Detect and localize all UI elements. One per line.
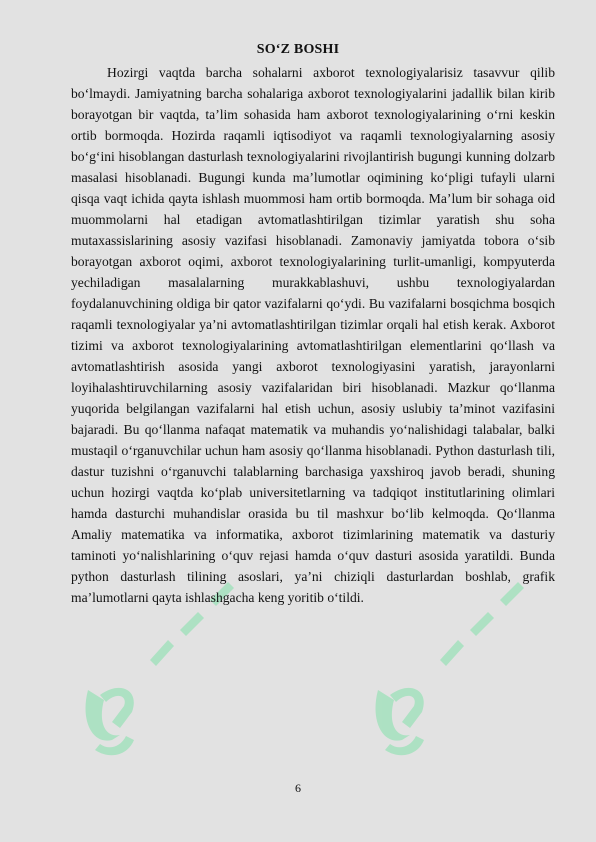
page-number: 6 xyxy=(295,781,301,795)
body-paragraph: Hozirgi vaqtda barcha sohalarni axborot texnologiyalarisiz tasavvur qilib bo‘lmaydi. Jamiyatning barcha sohalariga axborot texnologiyalarini jadallik bilan kirib borayotgan bir vaqtda, ta’lim sohasida ham axborot texnologiyalarining o‘rni keskin ortib bormoqda. Hozirda raqamli iqtisodiyot va raqamli texnologiyalarning asosiy bo‘g‘ini hisoblangan dasturlash texnologiyalarini rivojlantirish bugungi kunning dolzarb masalasi hisoblanadi. Bugungi kunda ma’lumotlar oqimining ko‘pligi tufayli ularni qisqa vaqt ichida qayta ishlash muommosi ham ortib bormoqda. Ma’lum bir sohaga oid muommolarni hal etadigan avtomatlashtirilgan tizimlar yaratish shu soha mutaxassislarining asosiy vazifasi hisoblanadi. Zamonaviy jamiyatda tobora o‘sib borayotgan axborot oqimi, axborot texnologiyalarining turlit-umanligi, kompyuterda yechiladigan masalalarning murakkablashuvi, ushbu texnologiyalardan foydalanuvchining oldiga bir qator vazifalarni qo‘ydi. Bu vazifalarni bosqichma bosqich raqamli texnologiyalar ya’ni avtomatlashtirilgan tizimlar orqali hal etish kerak. Axborot tizimi va axborot texnologiyalarining avtomatlashtirilgan elementlarini qo‘llash va avtomatlashtirish asosida yangi axborot texnologiyasini yaratish, jarayonlarni loyihalashtiruvchilarning asosiy vazifalaridan biri hisoblanadi. Mazkur qo‘llanma yuqorida belgilangan vazifalarni hal etish uchun, asosiy uslubiy ta’minot vazifasini bajaradi. Bu qo‘llanma nafaqat matematik va muhandis yo‘nalishidagi talabalar, balki mustaqil o‘rganuvchilar uchun ham asosiy qo‘llanma hisoblanadi. Python dasturlash tili, dastur tuzishni o‘rganuvchi talablarning barchasiga yaxshiroq javob beradi, shuning uchun hozirgi vaqtda ko‘plab universitetlarning va tadqiqot institutlarining olimlari hamda dasturchi muhandislar orasida bu til mashxur bo‘lib kelmoqda. Qo‘llanma Amaliy matematika va informatika, axborot tizimlarining matematik va dasturiy taminoti yo‘nalishlarining o‘quv rejasi hamda o‘quv dasturi asosida yaratildi. Bunda python dasturlash tilining asoslari, ya’ni chiziqli dasturlardan boshlab, grafik ma’lumotlarni qayta ishlashgacha keng yoritib o‘tildi. xyxy=(71,65,555,605)
page-title: SO‘Z BOSHI xyxy=(256,42,340,57)
